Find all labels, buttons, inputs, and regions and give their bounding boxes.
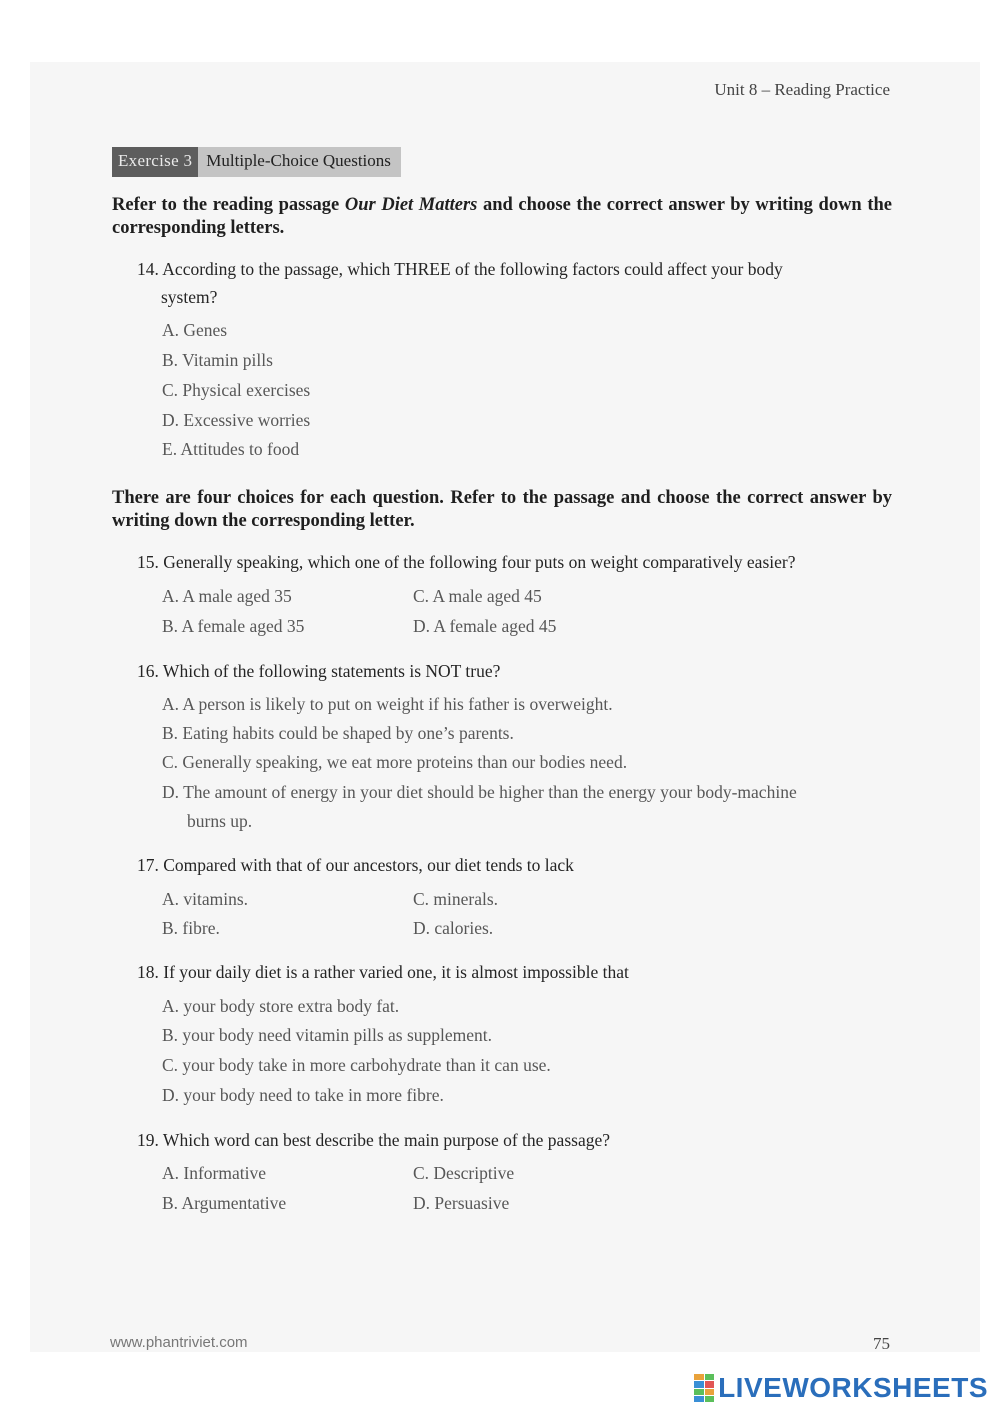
q18-option-d: D. your body need to take in more fibre. — [162, 1085, 444, 1105]
q16-option-d: D. The amount of energy in your diet should be higher than the energy your body-machine — [162, 782, 797, 802]
q17-option-c: C. minerals. — [413, 889, 499, 909]
q18-option-b: B. your body need vitamin pills as supplement. — [162, 1025, 493, 1045]
question-15: 15. Generally speaking, which one of the following four puts on weight comparatively easier? — [137, 552, 796, 572]
q16-option-a: A. A person is likely to put on weight if his father is overweight. — [162, 694, 613, 714]
question-14-stem: 14. According to the passage, which THREE of the following factors could affect your body — [137, 259, 783, 279]
question-14 — [137, 255, 893, 311]
q14-option-d: D. Excessive worries — [162, 410, 311, 430]
question-16: 16. Which of the following statements is NOT true? — [137, 661, 501, 681]
liveworksheets-logo — [694, 1372, 988, 1404]
exercise-title: Multiple-Choice Questions — [198, 147, 401, 177]
q14-option-a: A. Genes — [162, 320, 228, 340]
q19-option-c: C. Descriptive — [413, 1163, 515, 1183]
unit-header: Unit 8 – Reading Practice — [714, 80, 890, 99]
exercise-number: Exercise 3 — [112, 147, 198, 177]
q14-option-c: C. Physical exercises — [162, 380, 311, 400]
question-14-stem-cont: system? — [161, 287, 218, 307]
question-19: 19. Which word can best describe the main purpose of the passage? — [137, 1130, 610, 1150]
q19-option-a: A. Informative — [162, 1163, 266, 1183]
q14-option-e: E. Attitudes to food — [162, 439, 300, 459]
q14-option-b: B. Vitamin pills — [162, 350, 273, 370]
q16-option-c: C. Generally speaking, we eat more proteins than our bodies need. — [162, 752, 628, 772]
q16-option-b: B. Eating habits could be shaped by one’s parents. — [162, 723, 514, 743]
page-number: 75 — [873, 1334, 890, 1353]
q17-option-b: B. fibre. — [162, 918, 220, 938]
q15-option-a: A. A male aged 35 — [162, 586, 292, 606]
q18-option-a: A. your body store extra body fat. — [162, 996, 400, 1016]
instruction-1-after: and choose the correct answer by writing down the corresponding letters. — [112, 195, 892, 238]
q17-option-a: A. vitamins. — [162, 889, 249, 909]
question-18: 18. If your daily diet is a rather varied one, it is almost impossible that — [137, 962, 629, 982]
q19-option-b: B. Argumentative — [162, 1193, 287, 1213]
q15-option-d: D. A female aged 45 — [413, 616, 557, 636]
exercise-heading — [112, 147, 401, 177]
passage-title: Our Diet Matters — [344, 195, 478, 215]
q18-option-c: C. your body take in more carbohydrate than it can use. — [162, 1055, 551, 1075]
q15-option-c: C. A male aged 45 — [413, 586, 542, 606]
instruction-2: There are four choices for each question. Refer to the passage and choose the correct answer by writing down the corresponding letter. — [112, 488, 892, 531]
brand-name: LIVEWORKSHEETS — [718, 1372, 988, 1403]
q17-option-d: D. calories. — [413, 918, 494, 938]
question-17: 17. Compared with that of our ancestors, our diet tends to lack — [137, 855, 574, 875]
instruction-1-before: Refer to the reading passage — [112, 195, 345, 215]
q16-option-d-cont: burns up. — [187, 811, 253, 831]
q15-option-b: B. A female aged 35 — [162, 616, 305, 636]
liveworksheets-icon — [694, 1374, 714, 1402]
q19-option-d: D. Persuasive — [413, 1193, 510, 1213]
publisher-website: www.phantriviet.com — [110, 1334, 248, 1351]
instruction-1 — [112, 194, 892, 240]
